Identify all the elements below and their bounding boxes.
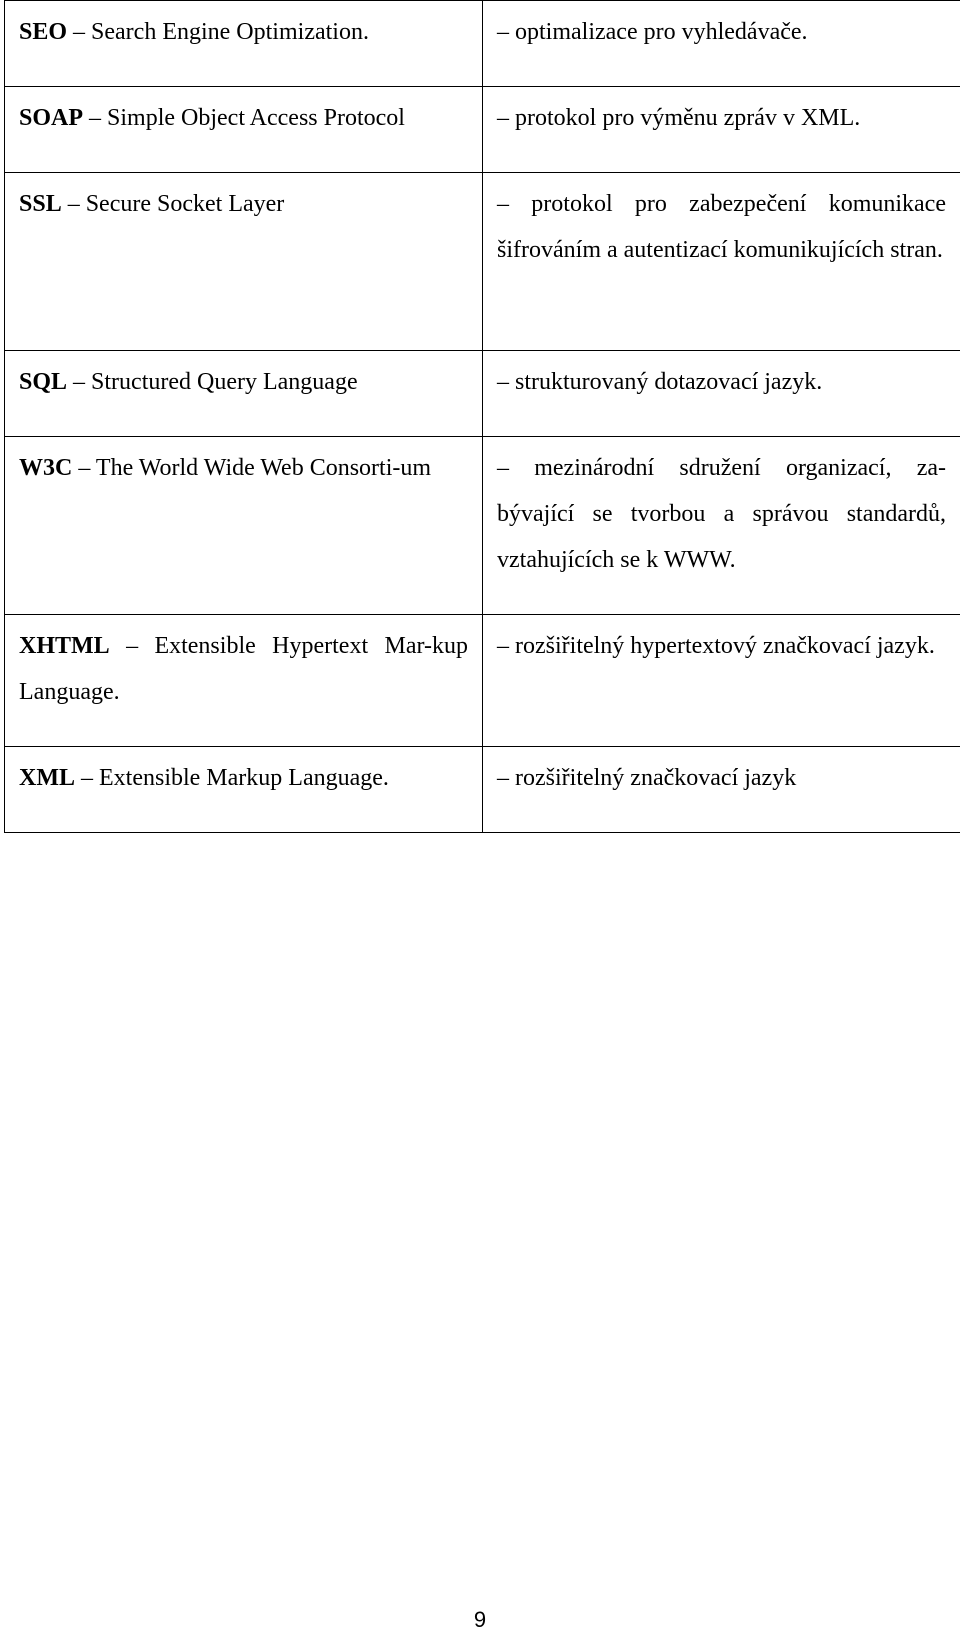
abbreviation: SEO xyxy=(19,19,68,45)
definition-text: – mezinárodní sdružení organizací, za-bývající se tvorbou a správou standardů, vztahujících se k WWW. xyxy=(497,455,946,573)
abbreviation: W3C xyxy=(19,455,73,481)
table-row xyxy=(5,437,960,615)
term-expansion: – Extensible Hypertext Mar-kup Language. xyxy=(19,633,468,705)
definition-cell xyxy=(483,1,960,87)
term-expansion: – Search Engine Optimization. xyxy=(73,19,369,45)
table-row xyxy=(5,747,960,833)
abbreviation: SSL xyxy=(19,191,62,217)
definition-text: – rozšiřitelný značkovací jazyk xyxy=(497,765,797,791)
term-cell xyxy=(5,747,483,833)
glossary-table xyxy=(4,0,960,833)
abbreviation: XML xyxy=(19,765,75,791)
term-cell xyxy=(5,615,483,747)
abbreviation: XHTML xyxy=(19,633,110,659)
definition-text: – protokol pro výměnu zpráv v XML. xyxy=(497,105,861,131)
term-expansion: – Simple Object Access Protocol xyxy=(89,105,405,131)
definition-text: – rozšiřitelný hypertextový značkovací jazyk. xyxy=(497,633,935,659)
definition-text: – strukturovaný dotazovací jazyk. xyxy=(497,369,823,395)
definition-text: – protokol pro zabezpečení komunikace šifrováním a autentizací komunikujících stran. xyxy=(497,191,946,263)
table-row xyxy=(5,87,960,173)
definition-cell xyxy=(483,351,960,437)
term-cell xyxy=(5,1,483,87)
definition-cell xyxy=(483,87,960,173)
definition-cell xyxy=(483,747,960,833)
table-row xyxy=(5,1,960,87)
definition-cell xyxy=(483,437,960,615)
abbreviation: SOAP xyxy=(19,105,84,131)
term-expansion: – Extensible Markup Language. xyxy=(81,765,389,791)
definition-cell xyxy=(483,615,960,747)
page-number: 9 xyxy=(473,1607,487,1632)
term-expansion: – Secure Socket Layer xyxy=(67,191,285,217)
definition-cell xyxy=(483,173,960,351)
term-cell xyxy=(5,87,483,173)
term-cell xyxy=(5,437,483,615)
term-expansion: – The World Wide Web Consorti-um xyxy=(78,455,432,481)
table-row xyxy=(5,173,960,351)
definition-text: – optimalizace pro vyhledávače. xyxy=(497,19,808,45)
term-expansion: – Structured Query Language xyxy=(73,369,358,395)
term-cell xyxy=(5,351,483,437)
abbreviation: SQL xyxy=(19,369,68,395)
table-row xyxy=(5,615,960,747)
table-row xyxy=(5,351,960,437)
term-cell xyxy=(5,173,483,351)
